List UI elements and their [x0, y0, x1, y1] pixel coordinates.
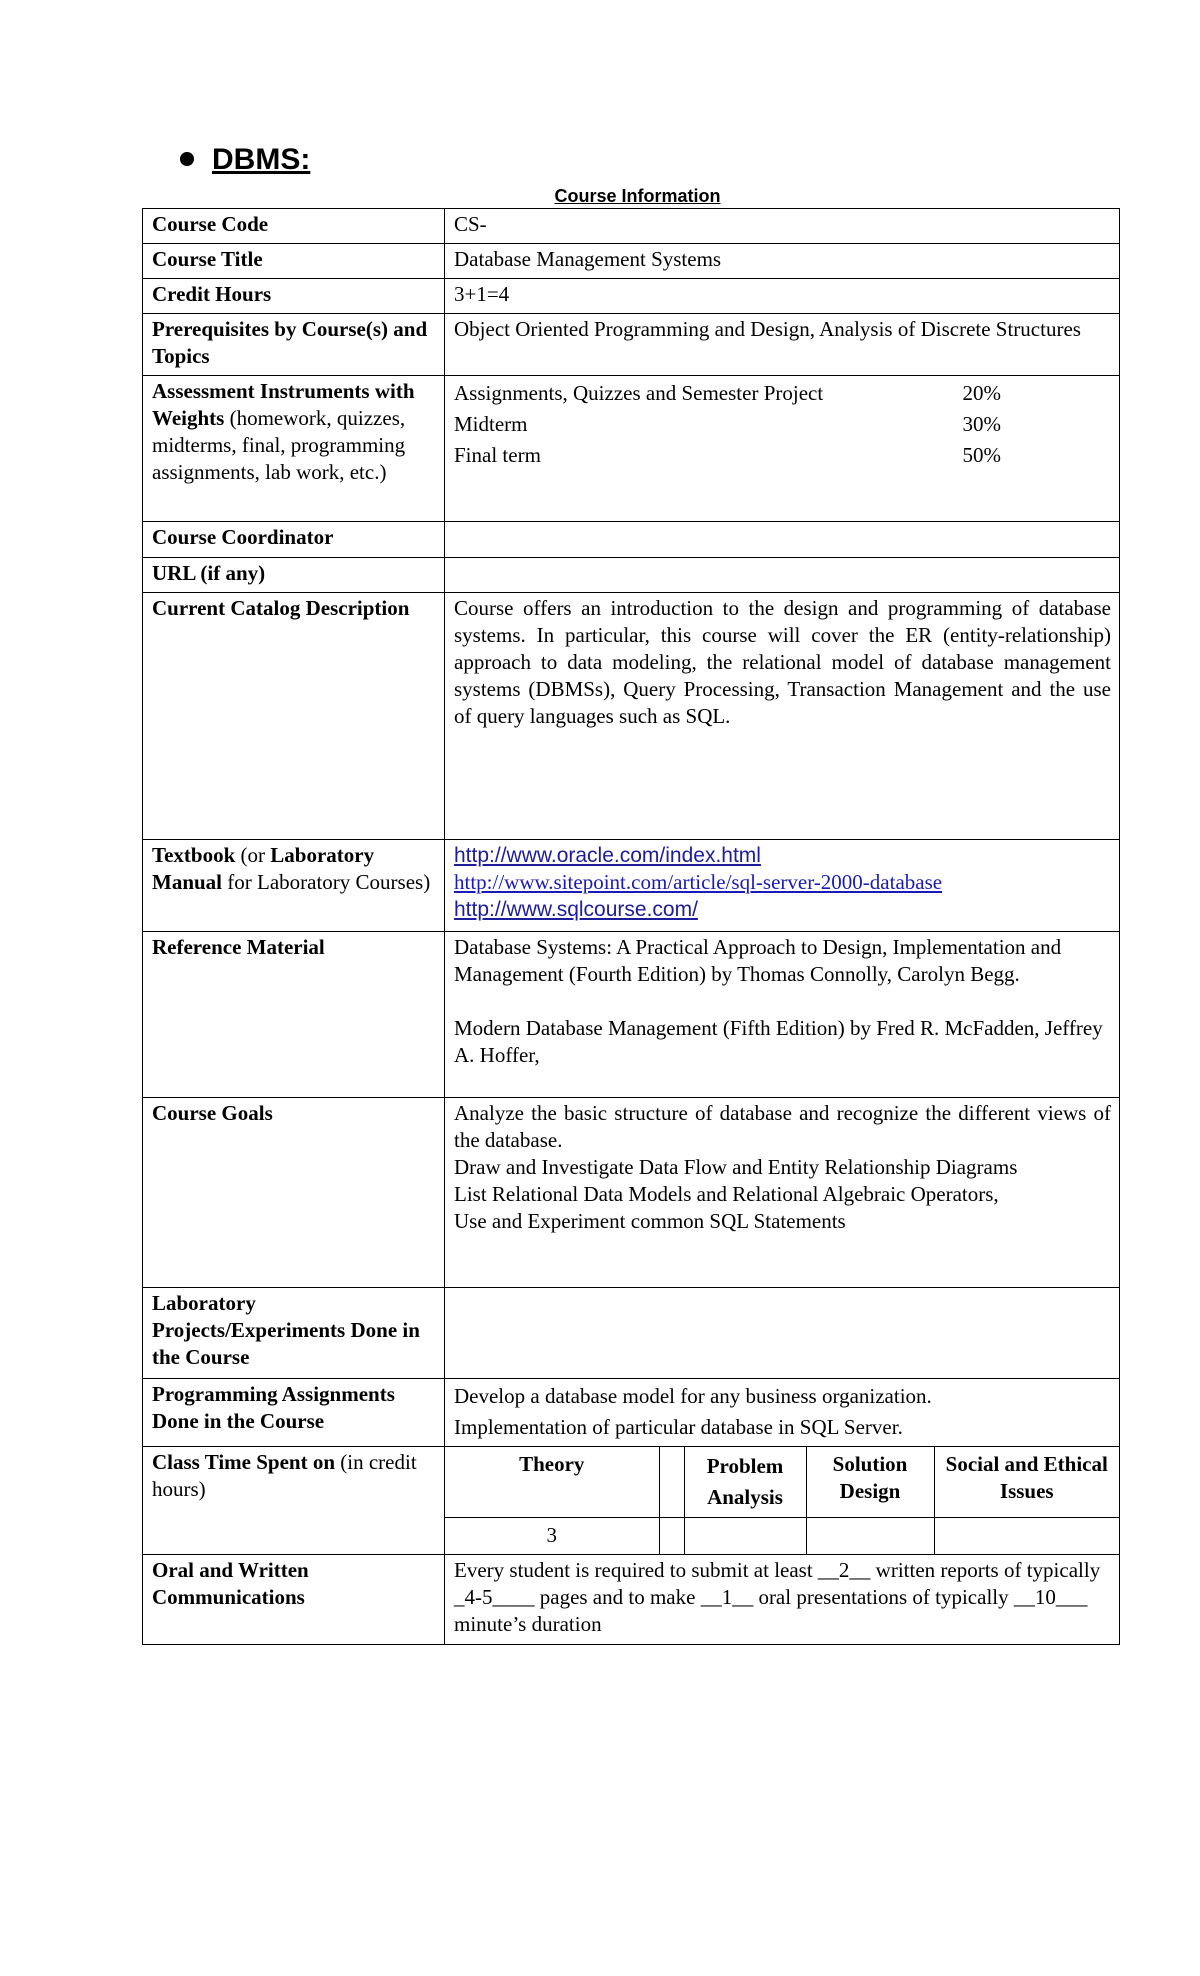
label-course-title: Course Title [143, 244, 445, 279]
classtime-value-row [445, 1518, 1119, 1554]
label-coordinator: Course Coordinator [143, 522, 445, 558]
value-assessment [445, 376, 1120, 522]
classtime-value [659, 1518, 684, 1554]
textbook-link[interactable]: http://www.sitepoint.com/article/sql-server-2000-database [454, 870, 943, 894]
assessment-weights [454, 378, 1111, 471]
value-url [445, 558, 1120, 593]
row-assessment [143, 376, 1120, 522]
value-classtime [445, 1447, 1120, 1555]
goal-item: List Relational Data Models and Relational Algebraic Operators, [454, 1182, 999, 1206]
value-coordinator [445, 522, 1120, 558]
goal-item: Draw and Investigate Data Flow and Entity Relationship Diagrams [454, 1155, 1018, 1179]
classtime-value [684, 1518, 806, 1554]
label-lab: Laboratory Projects/Experiments Done in the Course [143, 1288, 445, 1379]
row-goals [143, 1098, 1120, 1288]
textbook-link[interactable]: http://www.oracle.com/index.html [454, 844, 761, 867]
label-reference: Reference Material [143, 932, 445, 1098]
classtime-value [934, 1518, 1119, 1554]
section-subtitle: Course Information [554, 186, 721, 206]
goal-item: Analyze the basic structure of database and recognize the different views of the database. [454, 1101, 1111, 1152]
classtime-header: Theory [445, 1447, 659, 1518]
label-oral: Oral and Written Communications [143, 1554, 445, 1644]
label-credit-hours: Credit Hours [143, 279, 445, 314]
value-credit-hours: 3+1=4 [445, 279, 1120, 314]
reference-item: Database Systems: A Practical Approach to Design, Implementation and Management (Fourth Edition) by Thomas Connolly, Carolyn Begg. [454, 935, 1062, 986]
value-catalog: Course offers an introduction to the design and programming of database systems. In particular, this course will cover the ER (entity-relationship) approach to data modeling, the relational model of database management systems (DBMSs), Query Processing, Transaction Management and the use of query languages such as SQL. [445, 593, 1120, 840]
row-lab [143, 1288, 1120, 1379]
row-oral [143, 1554, 1120, 1644]
value-reference [445, 932, 1120, 1098]
value-prerequisites: Object Oriented Programming and Design, Analysis of Discrete Structures [445, 314, 1120, 376]
classtime-header: Problem Analysis [684, 1447, 806, 1518]
label-prerequisites: Prerequisites by Course(s) and Topics [143, 314, 445, 376]
classtime-header: Solution Design [806, 1447, 934, 1518]
label-assessment: Assessment Instruments with Weights (homework, quizzes, midterms, final, programming assignments, lab work, etc.) [143, 376, 445, 522]
row-credit-hours [143, 279, 1120, 314]
weight-row: Assignments, Quizzes and Semester Project 20% [454, 381, 1001, 405]
label-programming: Programming Assignments Done in the Course [143, 1379, 445, 1447]
label-textbook: Textbook (or Laboratory Manual for Laboratory Courses) [143, 840, 445, 932]
textbook-link[interactable]: http://www.sqlcourse.com/ [454, 898, 698, 921]
row-textbook [143, 840, 1120, 932]
row-course-code [143, 209, 1120, 244]
label-goals: Course Goals [143, 1098, 445, 1288]
value-course-code: CS- [445, 209, 1120, 244]
programming-item: Develop a database model for any business organization. [454, 1384, 932, 1408]
label-course-code: Course Code [143, 209, 445, 244]
weight-row: Midterm 30% [454, 412, 1001, 436]
value-oral: Every student is required to submit at least __2__ written reports of typically _4-5____ pages and to make __1__ oral presentations of typically __10___ minute’s duration [445, 1554, 1120, 1644]
classtime-header: Social and Ethical Issues [934, 1447, 1119, 1518]
row-coordinator [143, 522, 1120, 558]
programming-item: Implementation of particular database in SQL Server. [454, 1415, 903, 1439]
value-textbook [445, 840, 1120, 932]
classtime-header-row [445, 1447, 1119, 1518]
value-course-title: Database Management Systems [445, 244, 1120, 279]
goal-item: Use and Experiment common SQL Statements [454, 1209, 846, 1233]
classtime-table [445, 1447, 1119, 1554]
row-url [143, 558, 1120, 593]
label-url: URL (if any) [143, 558, 445, 593]
course-info-table [142, 208, 1120, 1645]
classtime-value: 3 [445, 1518, 659, 1554]
label-classtime: Class Time Spent on (in credit hours) [143, 1447, 445, 1555]
row-prerequisites [143, 314, 1120, 376]
page-heading: DBMS: [212, 143, 311, 176]
classtime-header [659, 1447, 684, 1518]
row-catalog [143, 593, 1120, 840]
row-course-title [143, 244, 1120, 279]
label-catalog: Current Catalog Description [143, 593, 445, 840]
classtime-value [806, 1518, 934, 1554]
row-reference [143, 932, 1120, 1098]
value-goals [445, 1098, 1120, 1288]
weight-row: Final term 50% [454, 443, 1001, 467]
row-programming [143, 1379, 1120, 1447]
reference-item: Modern Database Management (Fifth Edition) by Fred R. McFadden, Jeffrey A. Hoffer, [454, 1016, 1103, 1067]
value-programming [445, 1379, 1120, 1447]
row-classtime [143, 1447, 1120, 1555]
value-lab [445, 1288, 1120, 1379]
